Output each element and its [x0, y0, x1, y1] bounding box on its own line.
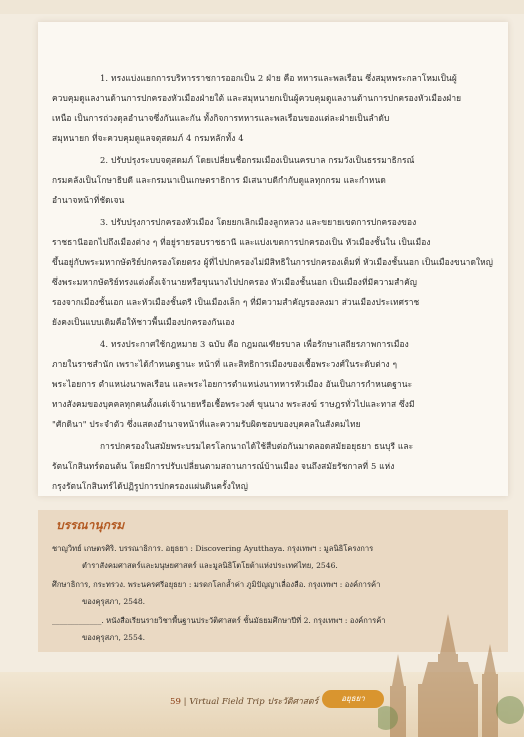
paragraph-line: รองจากเมืองชั้นเอก และหัวเมืองชั้นตรี เป็นเมืองเล็ก ๆ ที่มีความสำคัญรองลงมา ส่วนเมืองประเทศราช — [52, 297, 420, 307]
paragraph-4 — [52, 334, 498, 434]
paragraph-line: 3. ปรับปรุงการปกครองหัวเมือง โดยยกเลิกเมืองลูกหลวง และขยายเขตการปกครองของ — [100, 217, 417, 227]
paragraph-line: ควบคุมดูแลงานด้านการปกครองหัวเมืองฝ่ายใต้ และสมุหนายกเป็นผู้ควบคุมดูแลงานด้านการปกครองหัวเมืองฝ่าย — [52, 93, 462, 103]
paragraph-line: ทางสังคมของบุคคลทุกคนตั้งแต่เจ้านายหรือเชื้อพระวงศ์ ขุนนาง พระสงฆ์ ราษฎรทั่วไปและทาส ซึ่งมี — [52, 399, 415, 409]
reference-line: _____________. หนังสือเรียนรายวิชาพื้นฐานประวัติศาสตร์ ชั้นมัธยมศึกษาปีที่ 2. กรุงเทพฯ : องค์การค้า — [52, 616, 386, 625]
paragraph-1 — [52, 68, 498, 148]
paragraph-line: พระไอยการ ตำแหน่งนาพลเรือน และพระไอยการตำแหน่งนาทหารหัวเมือง อันเป็นการกำหนดฐานะ — [52, 379, 413, 389]
paragraph-line: 2. ปรับปรุงระบบจตุสดมภ์ โดยเปลี่ยนชื่อกรมเมืองเป็นนครบาล กรมวังเป็นธรรมาธิกรณ์ — [100, 155, 415, 165]
page-top-strip — [0, 0, 524, 14]
bibliography-heading: บรรณานุกรม — [56, 518, 125, 532]
paragraph-line: การปกครองในสมัยพระบรมไตรโลกนาถได้ใช้สืบต่อกันมาตลอดสมัยอยุธยา ธนบุรี และ — [100, 441, 414, 451]
paragraph-line: รัตนโกสินทร์ตอนต้น โดยมีการปรับเปลี่ยนตามสถานการณ์บ้านเมือง จนถึงสมัยรัชกาลที่ 5 แห่ง — [52, 461, 395, 471]
reference-line: ของคุรุสภา, 2548. — [82, 597, 146, 606]
series-title: Virtual Field Trip ประวัติศาสตร์ — [189, 697, 319, 707]
reference-entry — [52, 540, 500, 574]
footer-separator: | — [183, 697, 187, 707]
paragraph-line: กรุงรัตนโกสินทร์ได้ปฏิรูปการปกครองแผ่นดินครั้งใหญ่ — [52, 481, 248, 491]
paragraph-line: สมุหนายก ที่จะควบคุมดูแลจตุสดมภ์ 4 กรมหลักทั้ง 4 — [52, 133, 244, 143]
location-badge: อยุธยา — [322, 690, 384, 708]
paragraph-2 — [52, 150, 498, 210]
content-card — [38, 22, 508, 496]
paragraph-3 — [52, 212, 498, 332]
paragraph-line: ภายในราชสำนัก เพราะได้กำหนดฐานะ หน้าที่ และสิทธิการเมืองของเชื้อพระวงศ์ในระดับต่าง ๆ — [52, 359, 398, 369]
reference-entry — [52, 576, 500, 610]
footer-label — [170, 694, 318, 708]
temple-illustration — [378, 614, 524, 737]
paragraph-line: ซึ่งพระมหากษัตริย์ทรงแต่งตั้งเจ้านายหรือขุนนางไปปกครอง หัวเมืองชั้นนอก เป็นเมืองที่มีความสำคัญ — [52, 277, 418, 287]
reference-line: ตำราสังคมศาสตร์และมนุษยศาสตร์ และมูลนิธิโตโยต้าแห่งประเทศไทย, 2546. — [82, 561, 338, 570]
paragraph-line: "ศักดินา" ประจำตัว ซึ่งแสดงอำนาจหน้าที่และความรับผิดชอบของบุคคลในสังคมไทย — [52, 419, 361, 429]
paragraph-5 — [52, 436, 498, 496]
paragraph-line: 1. ทรงแบ่งแยกการบริหารราชการออกเป็น 2 ฝ่าย คือ ทหารและพลเรือน ซึ่งสมุหพระกลาโหมเป็นผู้ — [100, 73, 457, 83]
paragraph-line: 4. ทรงประกาศใช้กฎหมาย 3 ฉบับ คือ กฎมณเฑียรบาล เพื่อรักษาเสถียรภาพการเมือง — [100, 339, 409, 349]
paragraph-line: เหนือ เป็นการถ่วงดุลอำนาจซึ่งกันและกัน ทั้งกิจการทหารและพลเรือนของแต่ละฝ่ายเป็นลำดับ — [52, 113, 390, 123]
reference-line: ชาญวิทย์ เกษตรศิริ. บรรณาธิการ. อยุธยา : Discovering Ayutthaya. กรุงเทพฯ : มูลนิธิโครงการ — [52, 544, 374, 553]
paragraph-line: กรมคลังเป็นโกษาธิบดี และกรมนาเป็นเกษตราธิการ มีเสนาบดีกำกับดูแลทุกกรม และกำหนด — [52, 175, 386, 185]
paragraph-line: ราชธานีออกไปถึงเมืองต่าง ๆ ที่อยู่รายรอบราชธานี และแบ่งเขตการปกครองเป็น หัวเมืองชั้นใน เป็นเมือง — [52, 237, 431, 247]
paragraph-line: ยังคงเป็นแบบเดิมคือให้ชาวพื้นเมืองปกครองกันเอง — [52, 317, 235, 327]
reference-line: ศึกษาธิการ, กระทรวง. พระนครศรีอยุธยา : มรดกโลกล้ำค่า ภูมิปัญญาเลื่องลือ. กรุงเทพฯ : องค์การค้า — [52, 580, 381, 589]
paragraph-line: ขึ้นอยู่กับพระมหากษัตริย์ปกครองโดยตรง ผู้ที่ไปปกครองไม่มีสิทธิในการปกครองเต็มที่ หัวเมืองชั้นนอก เป็นเมืองขนาดใหญ่ — [52, 257, 494, 267]
reference-line: ของคุรุสภา, 2554. — [82, 633, 146, 642]
page-number: 59 — [170, 697, 181, 707]
paragraph-line: อำนาจหน้าที่ชัดเจน — [52, 195, 125, 205]
